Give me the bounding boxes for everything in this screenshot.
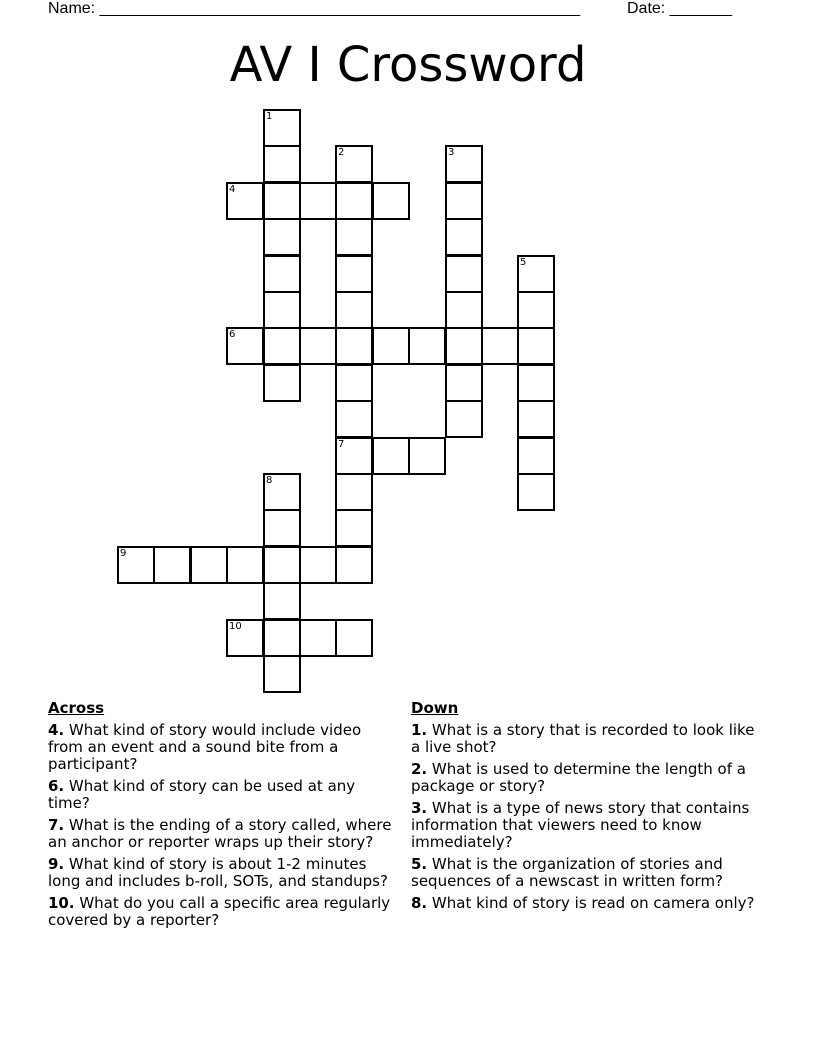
grid-cell[interactable] — [517, 437, 555, 475]
grid-cell[interactable] — [445, 400, 483, 438]
grid-cell[interactable] — [408, 437, 446, 475]
clue-number: 6. — [48, 777, 65, 795]
grid-cell[interactable] — [335, 218, 373, 256]
across-clue-list — [48, 722, 398, 929]
page-title: AV I Crossword — [229, 37, 587, 93]
cell-number: 3 — [448, 147, 455, 158]
clue-text: What is a story that is recorded to look like a live shot? — [411, 721, 755, 756]
across-heading: Across — [48, 699, 105, 717]
grid-cell[interactable] — [445, 145, 483, 183]
clue-text: What kind of story is read on camera only? — [427, 894, 755, 912]
grid-cell[interactable] — [445, 182, 483, 220]
grid-cell[interactable] — [445, 255, 483, 293]
cell-number: 5 — [520, 257, 527, 268]
grid-cell[interactable] — [263, 182, 301, 220]
grid-cell[interactable] — [335, 145, 373, 183]
grid-cell[interactable] — [299, 619, 337, 657]
grid-cell[interactable] — [517, 291, 555, 329]
cell-number: 9 — [120, 548, 127, 559]
grid-cell[interactable] — [335, 619, 373, 657]
grid-cell[interactable] — [226, 546, 264, 584]
cell-number: 2 — [338, 147, 345, 158]
grid-cell[interactable] — [481, 327, 519, 365]
clue-text: What kind of story would include video from an event and a sound bite from a participant? — [48, 721, 362, 773]
grid-cell[interactable] — [335, 182, 373, 220]
grid-cell[interactable] — [226, 619, 264, 657]
across-clue — [48, 856, 398, 890]
grid-cell[interactable] — [335, 255, 373, 293]
cell-number: 4 — [229, 184, 236, 195]
grid-cell[interactable] — [263, 145, 301, 183]
grid-cell[interactable] — [190, 546, 228, 584]
down-clues — [411, 700, 761, 917]
grid-cell[interactable] — [263, 473, 301, 511]
grid-cell[interactable] — [263, 509, 301, 547]
cell-number: 8 — [266, 475, 273, 486]
grid-cell[interactable] — [335, 400, 373, 438]
grid-cell[interactable] — [299, 327, 337, 365]
grid-cell[interactable] — [445, 364, 483, 402]
cell-number: 10 — [229, 621, 242, 632]
down-clue — [411, 895, 761, 912]
grid-cell[interactable] — [263, 218, 301, 256]
grid-cell[interactable] — [445, 218, 483, 256]
clue-number: 4. — [48, 721, 65, 739]
grid-cell[interactable] — [263, 109, 301, 147]
grid-cell[interactable] — [372, 327, 410, 365]
grid-cell[interactable] — [263, 364, 301, 402]
grid-cell[interactable] — [517, 473, 555, 511]
grid-cell[interactable] — [263, 546, 301, 584]
clue-text: What is used to determine the length of a package or story? — [411, 760, 746, 795]
grid-cell[interactable] — [153, 546, 191, 584]
grid-cell[interactable] — [263, 582, 301, 620]
clue-number: 1. — [411, 721, 428, 739]
grid-cell[interactable] — [335, 364, 373, 402]
grid-cell[interactable] — [299, 182, 337, 220]
date-label: Date: _______ — [627, 0, 732, 17]
clue-number: 8. — [411, 894, 428, 912]
grid-cell[interactable] — [335, 291, 373, 329]
down-heading: Down — [411, 699, 459, 717]
cell-number: 7 — [338, 439, 345, 450]
grid-cell[interactable] — [372, 182, 410, 220]
across-clue — [48, 895, 398, 929]
down-clue — [411, 800, 761, 851]
grid-cell[interactable] — [517, 364, 555, 402]
grid-cell[interactable] — [517, 327, 555, 365]
grid-cell[interactable] — [517, 400, 555, 438]
grid-cell[interactable] — [263, 619, 301, 657]
across-clue — [48, 778, 398, 812]
clue-text: What is a type of news story that contains information that viewers need to know immediately? — [411, 799, 750, 851]
cell-number: 6 — [229, 329, 236, 340]
clue-number: 2. — [411, 760, 428, 778]
clue-text: What is the organization of stories and sequences of a newscast in written form? — [411, 855, 724, 890]
grid-cell[interactable] — [372, 437, 410, 475]
grid-cell[interactable] — [226, 182, 264, 220]
grid-cell[interactable] — [335, 509, 373, 547]
clue-number: 9. — [48, 855, 65, 873]
clue-number: 7. — [48, 816, 65, 834]
clue-text: What do you call a specific area regularly covered by a reporter? — [48, 894, 391, 929]
down-clue — [411, 761, 761, 795]
grid-cell[interactable] — [299, 546, 337, 584]
across-clue — [48, 722, 398, 773]
grid-cell[interactable] — [408, 327, 446, 365]
clue-text: What kind of story is about 1-2 minutes long and includes b-roll, SOTs, and standups? — [48, 855, 388, 890]
clue-number: 5. — [411, 855, 428, 873]
name-label: Name: ______________________________________________________ — [48, 0, 581, 17]
grid-cell[interactable] — [335, 437, 373, 475]
across-clues — [48, 700, 398, 934]
grid-cell[interactable] — [517, 255, 555, 293]
grid-cell[interactable] — [117, 546, 155, 584]
grid-cell[interactable] — [226, 327, 264, 365]
down-clue — [411, 856, 761, 890]
grid-cell[interactable] — [335, 546, 373, 584]
grid-cell[interactable] — [335, 473, 373, 511]
grid-cell[interactable] — [263, 291, 301, 329]
clue-number: 3. — [411, 799, 428, 817]
across-clue — [48, 817, 398, 851]
down-clue-list — [411, 722, 761, 912]
grid-cell[interactable] — [445, 327, 483, 365]
grid-cell[interactable] — [263, 327, 301, 365]
grid-cell[interactable] — [263, 255, 301, 293]
grid-cell[interactable] — [445, 291, 483, 329]
down-clue — [411, 722, 761, 756]
grid-cell[interactable] — [263, 655, 301, 693]
grid-cell[interactable] — [335, 327, 373, 365]
cell-number: 1 — [266, 111, 273, 122]
clue-number: 10. — [48, 894, 75, 912]
clue-text: What kind of story can be used at any time? — [48, 777, 356, 812]
clue-text: What is the ending of a story called, where an anchor or reporter wraps up their story? — [48, 816, 392, 851]
